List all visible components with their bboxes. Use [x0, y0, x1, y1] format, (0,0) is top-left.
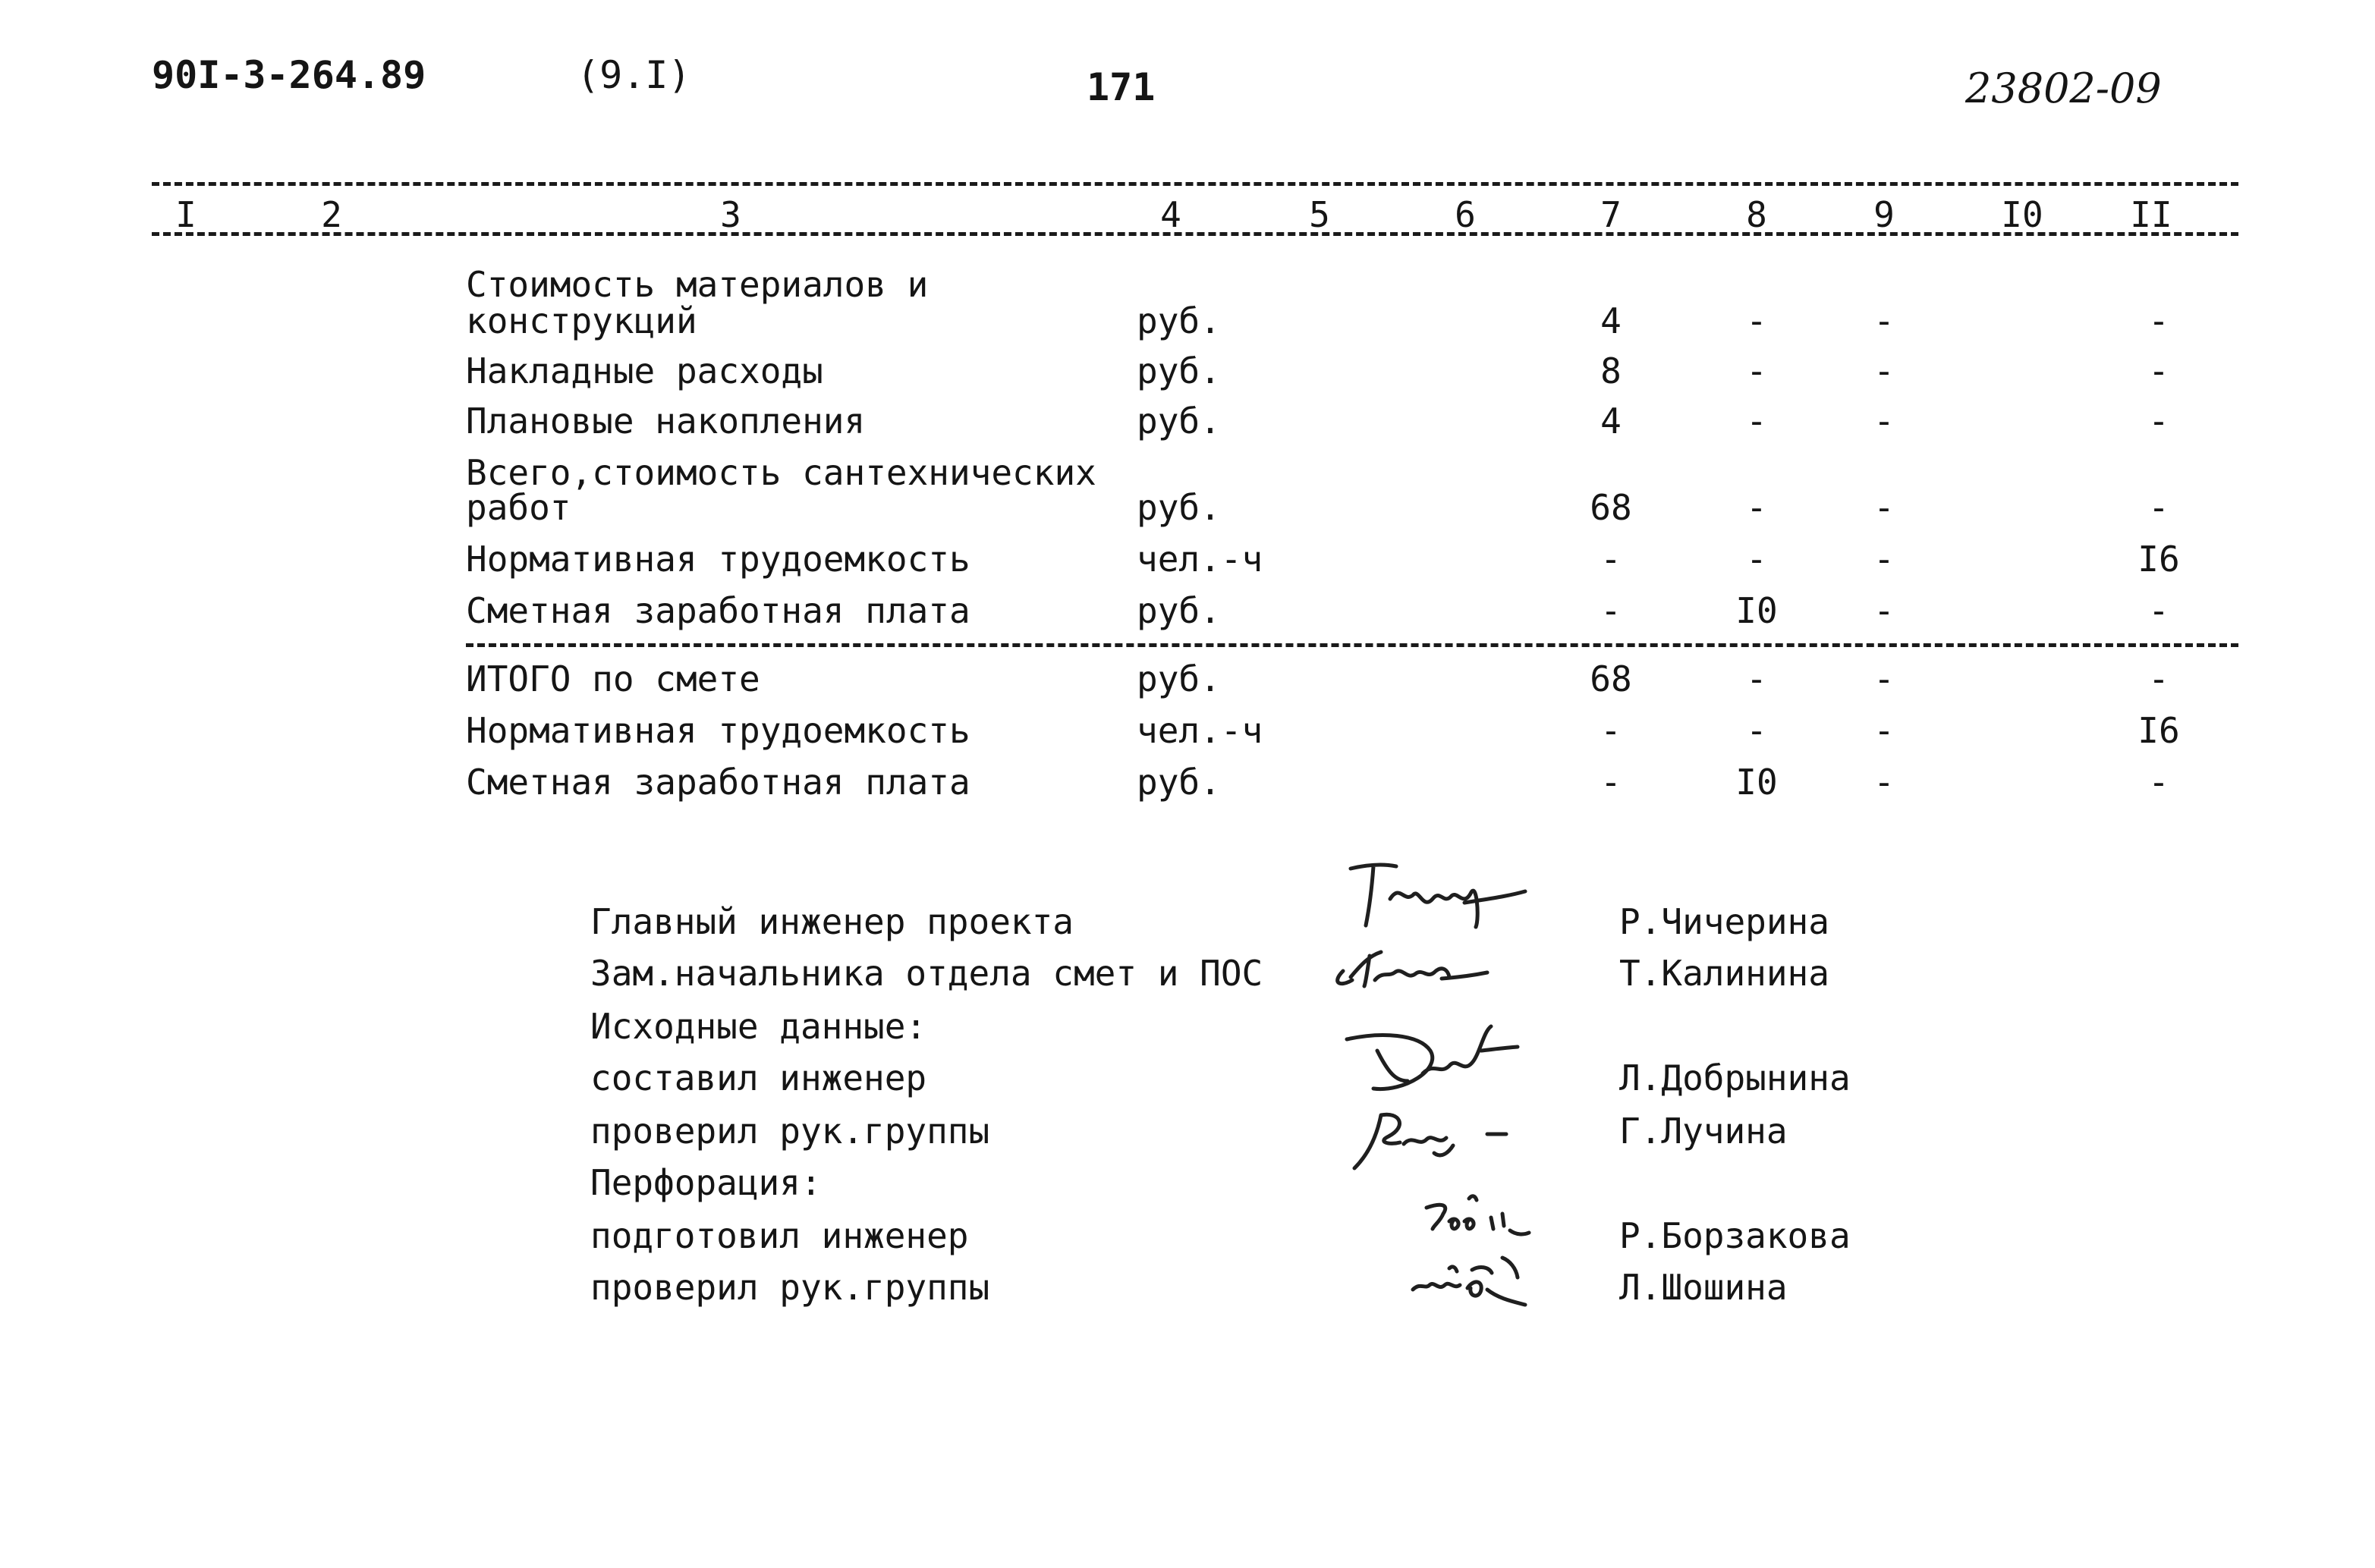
row-unit: руб.: [1137, 487, 1221, 528]
total-col8: -: [1746, 658, 1767, 699]
signature-role: составил инженер: [590, 1057, 927, 1098]
signature-heading: Исходные данные:: [590, 1006, 927, 1047]
row-col9: -: [1873, 401, 1895, 441]
col-header-2: 2: [321, 194, 342, 235]
header-rule-bottom: [152, 232, 2238, 236]
col-header-7: 7: [1600, 194, 1622, 235]
handwritten-signature-3: [1335, 1020, 1525, 1104]
total-col9: -: [1873, 658, 1895, 699]
signer-name: Л.Добрынина: [1619, 1057, 1851, 1098]
total-col9: -: [1873, 710, 1895, 751]
row-col9: -: [1873, 590, 1895, 631]
signer-name: Р.Борзакова: [1619, 1215, 1851, 1256]
total-unit: руб.: [1137, 762, 1221, 803]
total-col8: -: [1746, 710, 1767, 751]
row-unit: руб.: [1137, 350, 1221, 391]
row-col8: -: [1746, 539, 1767, 580]
row-col9: -: [1873, 300, 1895, 341]
handwritten-signature-2: [1328, 941, 1495, 994]
row-col9: -: [1873, 487, 1895, 528]
row-col11: -: [2148, 590, 2169, 631]
row-label: Нормативная трудоемкость: [466, 539, 970, 580]
row-col7: 68: [1590, 487, 1632, 528]
row-unit: чел.-ч: [1137, 539, 1263, 580]
handwritten-signature-6: [1404, 1252, 1556, 1320]
row-label-cont: работ: [466, 487, 571, 528]
row-col11: I6: [2138, 539, 2180, 580]
row-col11: -: [2148, 401, 2169, 441]
total-col9: -: [1873, 762, 1895, 803]
signer-name: Л.Шошина: [1619, 1267, 1788, 1308]
signer-name: Р.Чичерина: [1619, 901, 1829, 942]
row-col8: -: [1746, 300, 1767, 341]
total-col11: I6: [2138, 710, 2180, 751]
row-label: Всего,стоимость сантехнических: [466, 452, 1096, 493]
row-unit: руб.: [1137, 401, 1221, 441]
col-header-6: 6: [1455, 194, 1476, 235]
row-col7: -: [1600, 539, 1622, 580]
handwritten-signature-1: [1343, 857, 1533, 933]
row-col11: -: [2148, 350, 2169, 391]
total-col11: -: [2148, 762, 2169, 803]
col-header-5: 5: [1309, 194, 1330, 235]
row-col8: -: [1746, 350, 1767, 391]
row-unit: руб.: [1137, 300, 1221, 341]
row-col11: -: [2148, 487, 2169, 528]
totals-rule: [466, 643, 2238, 647]
row-col9: -: [1873, 539, 1895, 580]
row-label: Стоимость материалов и: [466, 264, 929, 305]
reference-number: 23802-09: [1965, 64, 2162, 112]
total-col7: 68: [1590, 658, 1632, 699]
col-header-8: 8: [1746, 194, 1767, 235]
signer-name: Т.Калинина: [1619, 953, 1829, 994]
row-label-cont: конструкций: [466, 300, 697, 341]
row-label: Плановые накопления: [466, 401, 866, 441]
row-col7: 4: [1600, 401, 1622, 441]
signature-role: Зам.начальника отдела смет и ПОС: [590, 953, 1263, 994]
page-number: 171: [1087, 65, 1156, 109]
total-unit: чел.-ч: [1137, 710, 1263, 751]
row-col8: I0: [1735, 590, 1778, 631]
col-header-9: 9: [1873, 194, 1895, 235]
signature-role: проверил рук.группы: [590, 1267, 990, 1308]
row-label: Накладные расходы: [466, 350, 823, 391]
total-col8: I0: [1735, 762, 1778, 803]
signature-heading: Перфорация:: [590, 1162, 822, 1203]
signature-role: проверил рук.группы: [590, 1111, 990, 1152]
row-col7: -: [1600, 590, 1622, 631]
handwritten-signature-4: [1343, 1100, 1525, 1176]
col-header-10: I0: [2001, 194, 2043, 235]
total-col7: -: [1600, 762, 1622, 803]
header-rule-top: [152, 182, 2238, 186]
row-col7: 8: [1600, 350, 1622, 391]
signature-role: Главный инженер проекта: [590, 901, 1074, 942]
total-label: Сметная заработная плата: [466, 762, 970, 803]
col-header-4: 4: [1160, 194, 1181, 235]
col-header-11: II: [2130, 194, 2172, 235]
row-label: Сметная заработная плата: [466, 590, 970, 631]
total-col11: -: [2148, 658, 2169, 699]
total-col7: -: [1600, 710, 1622, 751]
row-col8: -: [1746, 401, 1767, 441]
row-col7: 4: [1600, 300, 1622, 341]
row-col9: -: [1873, 350, 1895, 391]
total-label: Нормативная трудоемкость: [466, 710, 970, 751]
total-label: ИТОГО по смете: [466, 658, 760, 699]
handwritten-signature-5: [1419, 1191, 1540, 1252]
row-col8: -: [1746, 487, 1767, 528]
signature-role: подготовил инженер: [590, 1215, 969, 1256]
total-unit: руб.: [1137, 658, 1221, 699]
row-col11: -: [2148, 300, 2169, 341]
row-unit: руб.: [1137, 590, 1221, 631]
section-number: (9.I): [577, 53, 691, 97]
signer-name: Г.Лучина: [1619, 1111, 1788, 1152]
col-header-3: 3: [720, 194, 741, 235]
document-code: 90I-3-264.89: [152, 53, 426, 97]
col-header-1: I: [175, 194, 197, 235]
